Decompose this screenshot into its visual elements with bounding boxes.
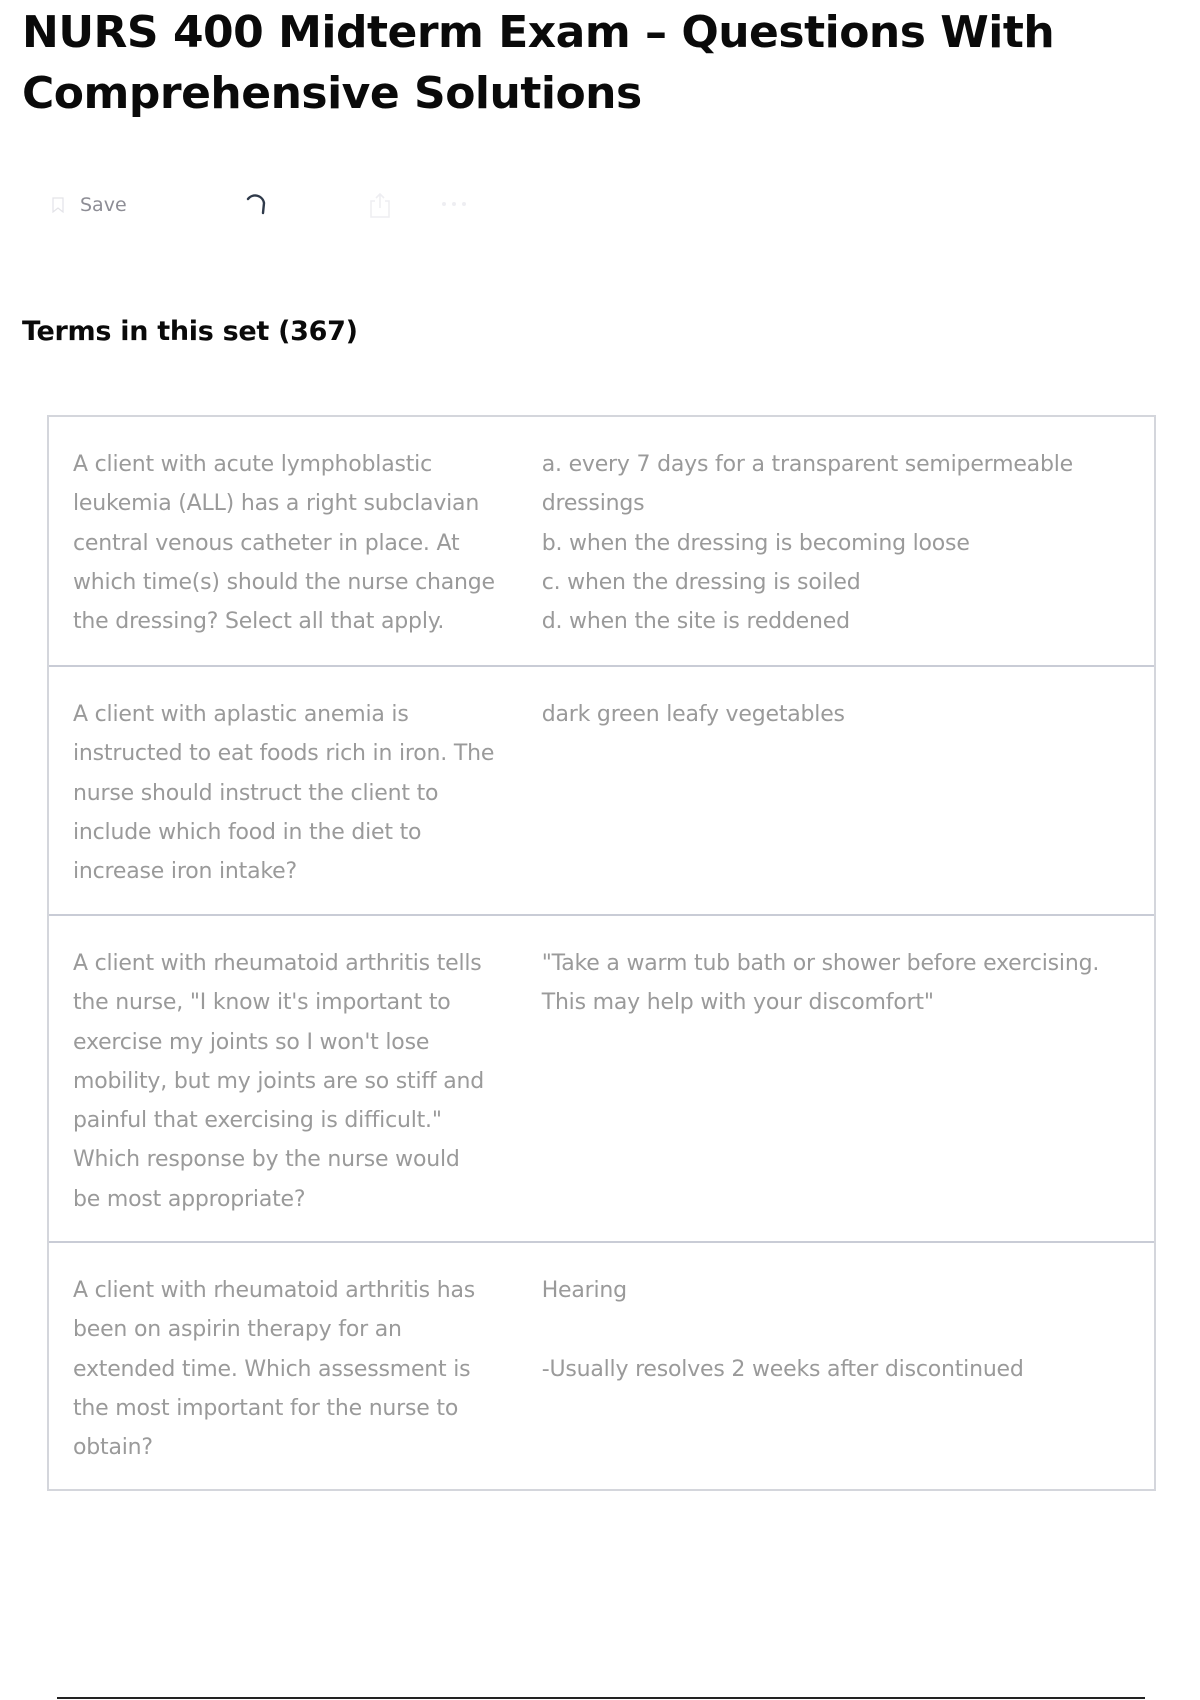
definition-line: d. when the site is reddened: [541, 609, 850, 635]
save-label: Save: [80, 194, 127, 216]
card-term: [73, 445, 520, 665]
terms-count-heading: Terms in this set (367): [22, 316, 358, 347]
term-card-list: [47, 415, 1156, 1491]
page-title-line-1: NURS 400 Midterm Exam – Questions With: [22, 7, 1055, 58]
term-card: [49, 914, 1154, 1241]
card-term: [73, 1271, 520, 1489]
definition-blank-line: [542, 1310, 1130, 1349]
card-definition: [542, 944, 1130, 1241]
card-definition: [542, 1271, 1130, 1489]
card-term: [73, 695, 520, 914]
term-line: increase iron intake?: [73, 859, 297, 885]
card-definition: [542, 445, 1130, 665]
term-line: A client with rheumatoid arthritis has: [73, 1278, 476, 1303]
term-line: the dressing? Select all that apply.: [73, 609, 445, 635]
spinner-icon: [242, 191, 270, 219]
card-definition: [542, 695, 1130, 914]
term-line: A client with aplastic anemia is: [73, 702, 409, 727]
term-line: central venous catheter in place. At: [73, 530, 460, 556]
page-bottom-divider: [57, 1697, 1145, 1699]
term-line: exercise my joints so I won't lose: [73, 1029, 430, 1055]
definition-line: Hearing: [541, 1278, 627, 1303]
term-card: [49, 417, 1154, 665]
definition-line: a. every 7 days for a transparent semipermeable: [541, 452, 1073, 477]
definition-line: dressings: [541, 491, 645, 517]
card-term: [73, 944, 520, 1241]
term-card: [49, 1241, 1154, 1489]
term-line: A client with rheumatoid arthritis tells: [73, 951, 482, 976]
term-line: instructed to eat foods rich in iron. The: [73, 741, 495, 767]
term-line: the nurse, "I know it's important to: [73, 990, 451, 1016]
definition-line: c. when the dressing is soiled: [541, 569, 861, 595]
term-line: extended time. Which assessment is: [73, 1356, 471, 1382]
term-line: Which response by the nurse would: [73, 1147, 460, 1173]
set-toolbar: [52, 188, 502, 222]
term-line: be most appropriate?: [73, 1186, 306, 1212]
page-title: [22, 2, 1122, 124]
term-card: [49, 665, 1154, 914]
term-line: been on aspirin therapy for an: [73, 1317, 402, 1343]
definition-line: b. when the dressing is becoming loose: [541, 530, 970, 556]
definition-line: dark green leafy vegetables: [541, 702, 845, 727]
term-line: A client with acute lymphoblastic: [73, 452, 432, 477]
term-line: mobility, but my joints are so stiff and: [73, 1068, 485, 1094]
page-title-line-2: Comprehensive Solutions: [22, 68, 642, 119]
more-options-icon[interactable]: [436, 194, 472, 214]
definition-line: "Take a warm tub bath or shower before exercising.: [541, 951, 1100, 976]
term-line: leukemia (ALL) has a right subclavian: [73, 491, 480, 517]
term-line: painful that exercising is difficult.": [73, 1108, 442, 1134]
term-line: nurse should instruct the client to: [73, 780, 439, 806]
term-line: which time(s) should the nurse change: [73, 569, 495, 595]
definition-line: This may help with your discomfort": [541, 990, 934, 1016]
bookmark-icon: [52, 197, 64, 213]
term-line: the most important for the nurse to: [73, 1395, 459, 1421]
term-line: obtain?: [73, 1435, 153, 1461]
share-icon[interactable]: [366, 190, 394, 220]
save-button[interactable]: [52, 192, 127, 218]
definition-line: -Usually resolves 2 weeks after discontinued: [541, 1356, 1024, 1382]
term-line: include which food in the diet to: [73, 819, 422, 845]
